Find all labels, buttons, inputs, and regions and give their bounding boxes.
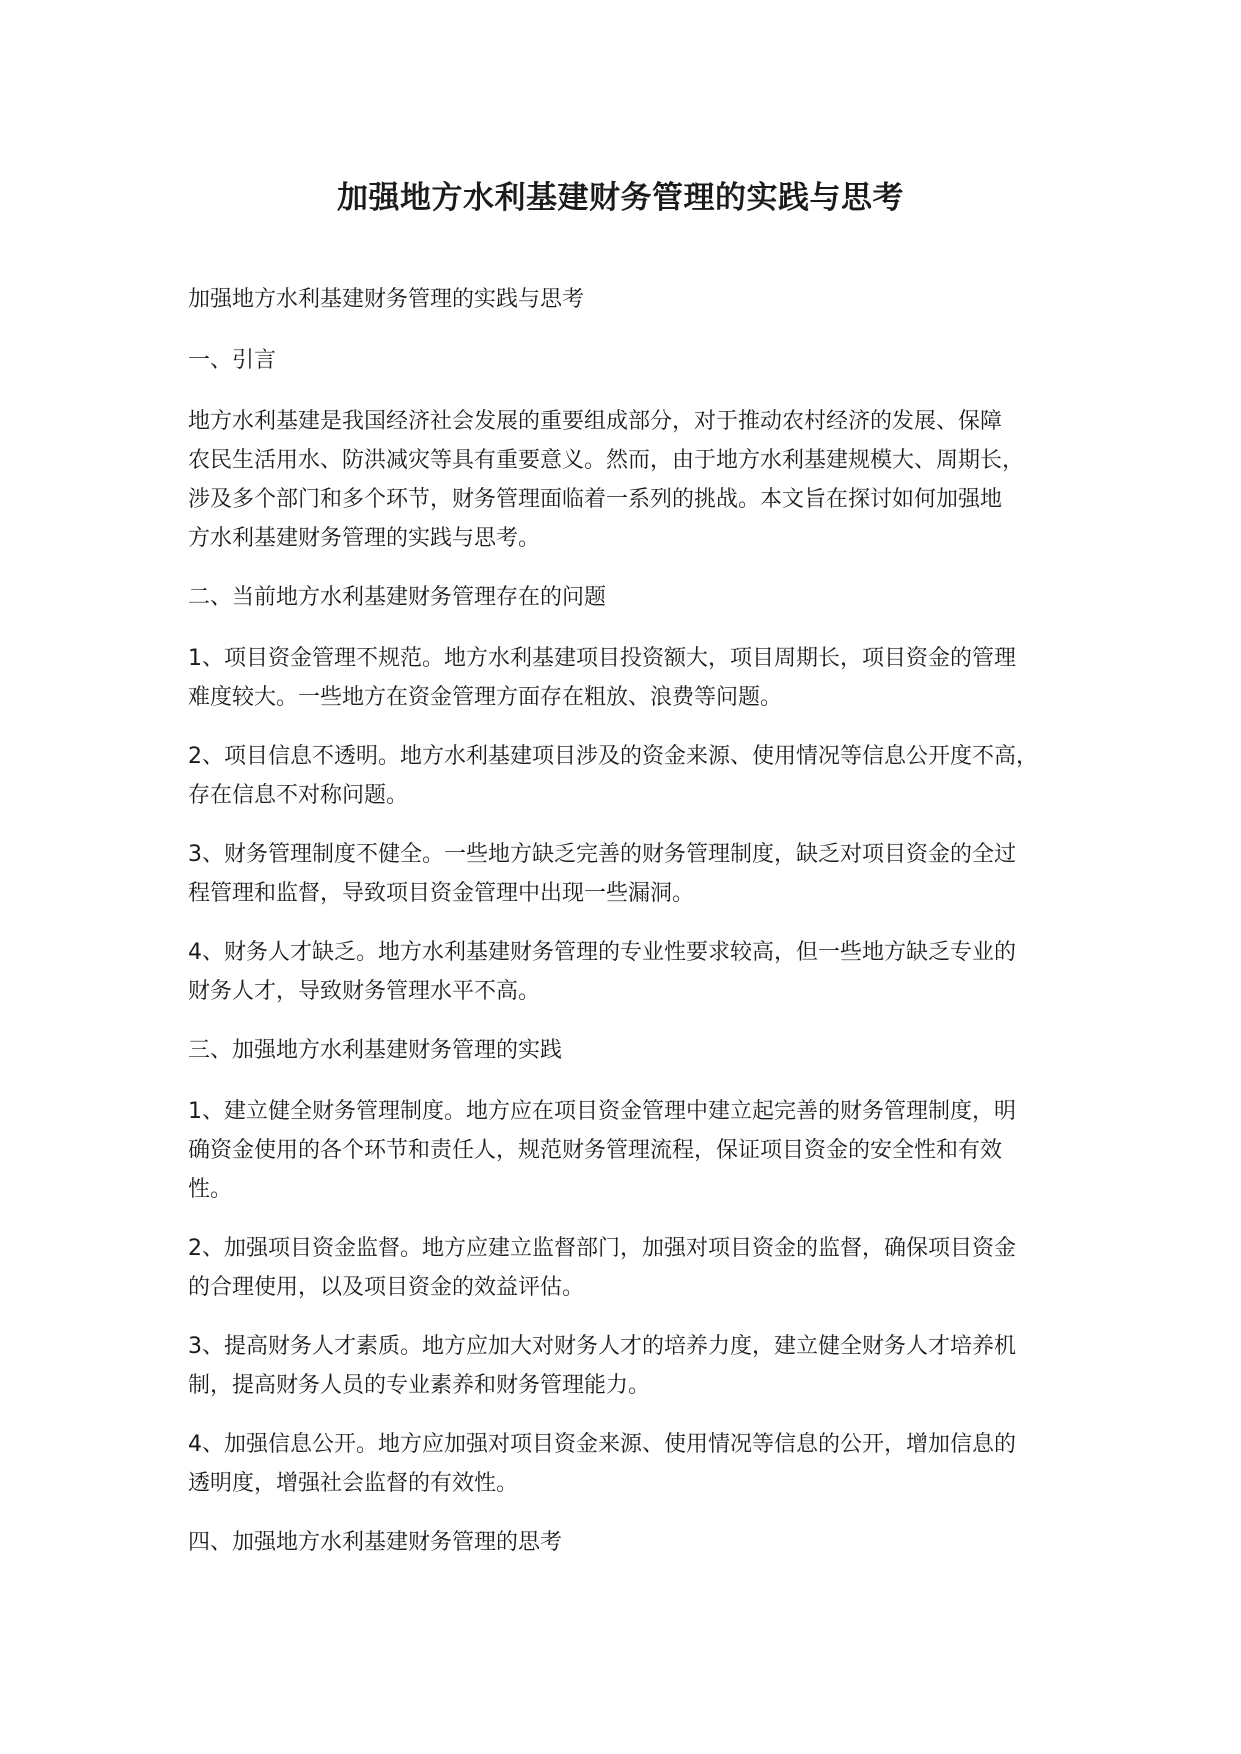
section-heading-thoughts: 四、加强地方水利基建财务管理的思考 bbox=[188, 1530, 563, 1555]
practice-item-3: 3、提高财务人才素质。地方应加大对财务人才的培养力度，建立健全财务人才培养机 制，提高财务人员的专业素养和财务管理能力。 bbox=[188, 1334, 1016, 1398]
subtitle-paragraph: 加强地方水利基建财务管理的实践与思考 bbox=[188, 287, 585, 312]
problem-item-3: 3、财务管理制度不健全。一些地方缺乏完善的财务管理制度，缺乏对项目资金的全过 程管理和监督，导致项目资金管理中出现一些漏洞。 bbox=[188, 842, 1016, 906]
section-heading-practice: 三、加强地方水利基建财务管理的实践 bbox=[188, 1038, 563, 1063]
section-heading-problems: 二、当前地方水利基建财务管理存在的问题 bbox=[188, 585, 607, 610]
problem-item-2: 2、项目信息不透明。地方水利基建项目涉及的资金来源、使用情况等信息公开度不高， 存在信息不对称问题。 bbox=[188, 744, 1038, 808]
document-title: 加强地方水利基建财务管理的实践与思考 bbox=[337, 180, 904, 216]
practice-item-1: 1、建立健全财务管理制度。地方应在项目资金管理中建立起完善的财务管理制度，明 确资金使用的各个环节和责任人，规范财务管理流程，保证项目资金的安全性和有效 性。 bbox=[188, 1099, 1016, 1202]
problem-item-4: 4、财务人才缺乏。地方水利基建财务管理的专业性要求较高，但一些地方缺乏专业的 财务人才，导致财务管理水平不高。 bbox=[188, 940, 1016, 1004]
section-heading-intro: 一、引言 bbox=[188, 348, 277, 373]
document-body bbox=[188, 280, 1068, 1584]
practice-item-4: 4、加强信息公开。地方应加强对项目资金来源、使用情况等信息的公开，增加信息的 透明度，增强社会监督的有效性。 bbox=[188, 1432, 1016, 1496]
problem-item-1: 1、项目资金管理不规范。地方水利基建项目投资额大，项目周期长，项目资金的管理 难度较大。一些地方在资金管理方面存在粗放、浪费等问题。 bbox=[188, 646, 1016, 710]
practice-item-2: 2、加强项目资金监督。地方应建立监督部门，加强对项目资金的监督，确保项目资金 的合理使用，以及项目资金的效益评估。 bbox=[188, 1236, 1016, 1300]
intro-paragraph: 地方水利基建是我国经济社会发展的重要组成部分，对于推动农村经济的发展、保障 农民生活用水、防洪减灾等具有重要意义。然而，由于地方水利基建规模大、周期长， 涉及多个部门和多个环节，财务管理面临着一系列的挑战。本文旨在探讨如何加强地 方水利基建财务管理的实践与思考。 bbox=[188, 409, 1025, 551]
